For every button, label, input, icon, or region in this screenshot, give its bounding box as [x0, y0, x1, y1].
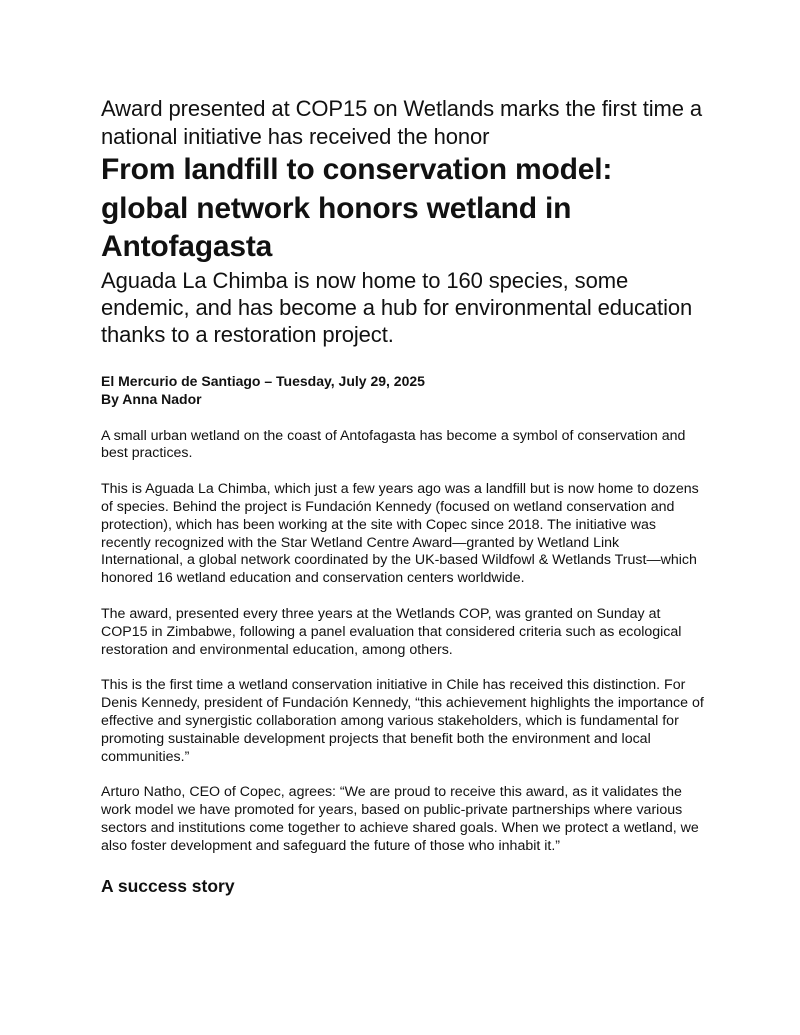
source-line: El Mercurio de Santiago – Tuesday, July 29, 2025: [101, 372, 425, 389]
body-paragraph-5: Arturo Natho, CEO of Copec, agrees: “We are proud to receive this award, as it validates the work model we have promoted for years, based on public-private partnerships where various sectors and institutions come together to achieve shared goals. When we protect a wetland, we also foster development and safeguard the future of those who inhabit it.”: [101, 784, 699, 854]
author-line: By Anna Nador: [101, 390, 202, 407]
article-kicker: Award presented at COP15 on Wetlands marks the first time a national initiative has received the honor: [101, 96, 703, 149]
section-heading: A success story: [101, 875, 235, 896]
body-paragraph-2: This is Aguada La Chimba, which just a few years ago was a landfill but is now home to dozens of species. Behind the project is Fundación Kennedy (focused on wetland conservation and protection), which has been working at the site with Copec since 2018. The initiative was recently recognized with the Star Wetland Centre Award—granted by Wetland Link International, a global network coordinated by the UK-based Wildfowl & Wetlands Trust—which honored 16 wetland education and conservation centers worldwide.: [101, 480, 699, 587]
body-paragraph-1: A small urban wetland on the coast of Antofagasta has become a symbol of conservation and best practices.: [101, 427, 686, 462]
body-paragraph-3: The award, presented every three years at the Wetlands COP, was granted on Sunday at COP15 in Zimbabwe, following a panel evaluation that considered criteria such as ecological restoration and environmental education, among others.: [101, 605, 682, 658]
body-paragraph-4: This is the first time a wetland conservation initiative in Chile has received this distinction. For Denis Kennedy, president of Fundación Kennedy, “this achievement highlights the importance of effective and synergistic collaboration among various stakeholders, which is fundamental for promoting sustainable development projects that benefit both the environment and local communities.”: [101, 676, 704, 765]
article-subhead: Aguada La Chimba is now home to 160 species, some endemic, and has become a hub for environmental education thanks to a restoration project.: [101, 267, 693, 347]
article-body: [101, 428, 704, 856]
article-headline: From landfill to conservation model: global network honors wetland in Antofagasta: [101, 153, 613, 263]
byline: [101, 372, 704, 408]
